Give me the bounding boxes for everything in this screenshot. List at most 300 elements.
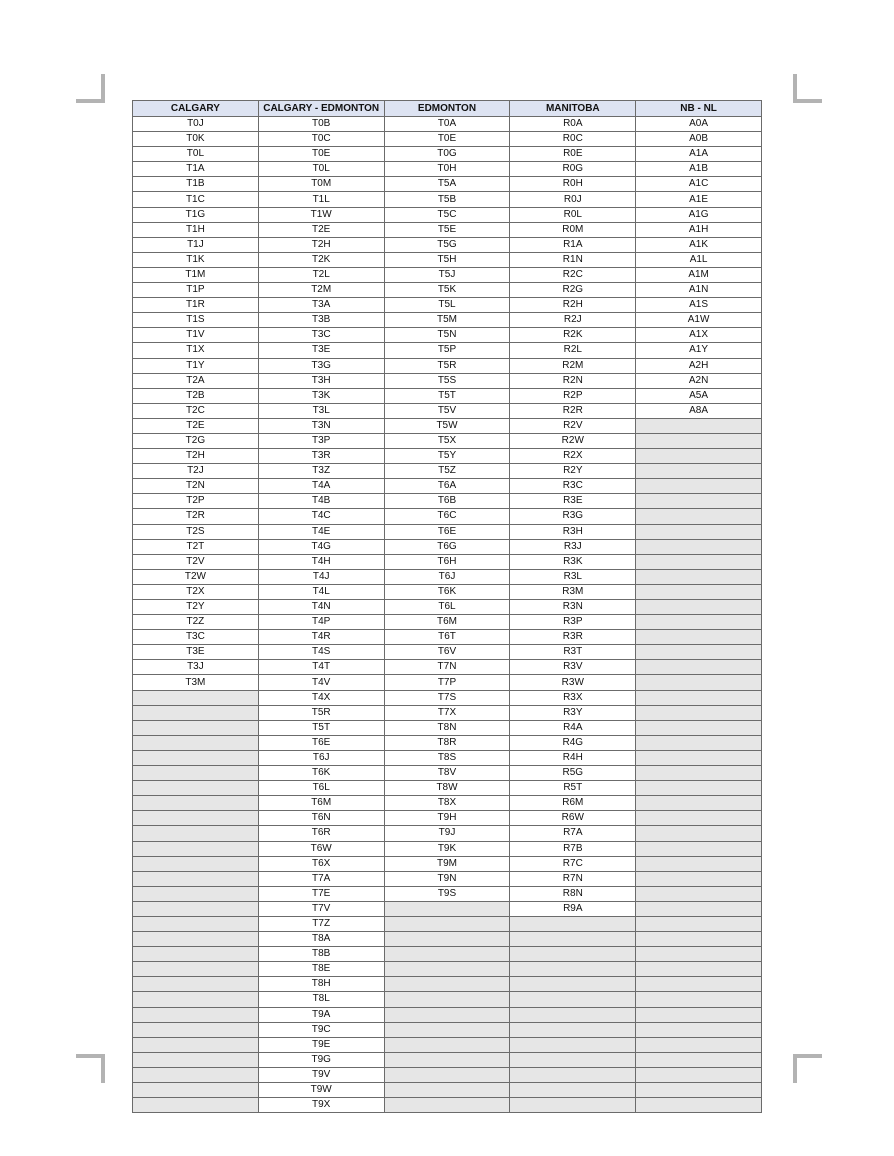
empty-cell [133,841,259,856]
empty-cell [636,1052,762,1067]
table-row [133,554,762,569]
postal-code-cell-calgary-edmonton: T4L [258,584,384,599]
postal-code-cell-calgary-edmonton: T3E [258,343,384,358]
postal-code-cell-calgary: T1K [133,252,259,267]
empty-cell [636,418,762,433]
postal-code-cell-calgary-edmonton: T6R [258,826,384,841]
postal-code-cell-edmonton: T9K [384,841,510,856]
empty-cell [133,766,259,781]
table-row [133,660,762,675]
postal-code-cell-manitoba: R4G [510,735,636,750]
table-row [133,1052,762,1067]
postal-code-cell-edmonton: T5T [384,388,510,403]
postal-code-cell-edmonton: T5G [384,237,510,252]
postal-code-cell-edmonton: T5M [384,313,510,328]
postal-code-cell-manitoba: R3G [510,509,636,524]
empty-cell [384,1067,510,1082]
empty-cell [636,494,762,509]
postal-code-cell-calgary-edmonton: T1W [258,207,384,222]
table-row [133,207,762,222]
postal-code-cell-calgary-edmonton: T3N [258,418,384,433]
postal-code-cell-calgary: T0L [133,147,259,162]
postal-code-cell-calgary-edmonton: T9V [258,1067,384,1082]
postal-code-cell-edmonton: T5P [384,343,510,358]
header-calgary-edmonton: CALGARY - EDMONTON [258,101,384,117]
postal-code-cell-calgary-edmonton: T8L [258,992,384,1007]
empty-cell [133,750,259,765]
postal-code-cell-calgary-edmonton: T4P [258,615,384,630]
table-row [133,569,762,584]
empty-cell [636,841,762,856]
postal-code-cell-edmonton: T5L [384,298,510,313]
table-row [133,886,762,901]
postal-code-cell-manitoba: R3L [510,569,636,584]
postal-code-cell-calgary-edmonton: T5T [258,720,384,735]
empty-cell [510,1083,636,1098]
postal-code-cell-edmonton: T6M [384,615,510,630]
postal-code-cell-nb-nl: A1E [636,192,762,207]
empty-cell [636,796,762,811]
postal-code-cell-edmonton: T9S [384,886,510,901]
empty-cell [636,781,762,796]
postal-code-cell-calgary-edmonton: T6L [258,781,384,796]
postal-code-cell-calgary-edmonton: T9C [258,1022,384,1037]
postal-code-cell-edmonton: T5V [384,403,510,418]
postal-code-cell-manitoba: R2L [510,343,636,358]
postal-code-cell-calgary-edmonton: T9W [258,1083,384,1098]
postal-code-cell-manitoba: R2W [510,433,636,448]
empty-cell [636,539,762,554]
empty-cell [636,569,762,584]
postal-code-cell-edmonton: T6T [384,630,510,645]
postal-code-cell-edmonton: T5A [384,177,510,192]
table-row [133,313,762,328]
table-row [133,720,762,735]
table-row [133,600,762,615]
empty-cell [636,433,762,448]
table-row [133,750,762,765]
empty-cell [384,1037,510,1052]
postal-code-cell-nb-nl: A1A [636,147,762,162]
empty-cell [510,1037,636,1052]
empty-cell [636,947,762,962]
postal-code-cell-edmonton: T5B [384,192,510,207]
table-row [133,705,762,720]
empty-cell [636,916,762,931]
table-row [133,328,762,343]
empty-cell [636,992,762,1007]
postal-code-cell-calgary-edmonton: T6M [258,796,384,811]
postal-code-cell-manitoba: R0H [510,177,636,192]
empty-cell [133,1067,259,1082]
postal-code-cell-manitoba: R3X [510,690,636,705]
postal-code-cell-calgary: T2N [133,479,259,494]
postal-code-cell-calgary-edmonton: T4E [258,524,384,539]
empty-cell [636,675,762,690]
empty-cell [510,1052,636,1067]
table-row [133,373,762,388]
postal-code-cell-calgary-edmonton: T4T [258,660,384,675]
postal-code-cell-calgary-edmonton: T8B [258,947,384,962]
empty-cell [133,977,259,992]
empty-cell [636,901,762,916]
postal-code-cell-calgary-edmonton: T4B [258,494,384,509]
postal-code-cell-calgary: T0J [133,117,259,132]
postal-code-cell-calgary: T2V [133,554,259,569]
empty-cell [636,1037,762,1052]
postal-code-cell-edmonton: T7X [384,705,510,720]
postal-code-cell-calgary-edmonton: T3K [258,388,384,403]
empty-cell [636,464,762,479]
postal-code-cell-calgary-edmonton: T5R [258,705,384,720]
empty-cell [636,826,762,841]
table-row [133,1007,762,1022]
postal-code-cell-edmonton: T6L [384,600,510,615]
empty-cell [510,977,636,992]
postal-code-cell-calgary-edmonton: T3Z [258,464,384,479]
empty-cell [133,916,259,931]
postal-code-cell-edmonton: T6A [384,479,510,494]
postal-code-cell-calgary-edmonton: T0B [258,117,384,132]
postal-code-cell-calgary: T2Y [133,600,259,615]
empty-cell [133,720,259,735]
postal-code-cell-edmonton: T6K [384,584,510,599]
empty-cell [636,449,762,464]
empty-cell [510,992,636,1007]
postal-code-cell-manitoba: R4H [510,750,636,765]
postal-code-cell-edmonton: T0H [384,162,510,177]
postal-code-cell-calgary: T1J [133,237,259,252]
postal-code-cell-manitoba: R2P [510,388,636,403]
postal-code-cell-nb-nl: A1M [636,267,762,282]
postal-code-cell-manitoba: R6W [510,811,636,826]
empty-cell [636,932,762,947]
empty-cell [133,1083,259,1098]
empty-cell [636,871,762,886]
empty-cell [636,660,762,675]
postal-code-cell-manitoba: R2G [510,283,636,298]
postal-code-cell-calgary-edmonton: T1L [258,192,384,207]
empty-cell [510,1022,636,1037]
postal-code-cell-calgary-edmonton: T0E [258,147,384,162]
empty-cell [636,645,762,660]
postal-code-cell-calgary: T1Y [133,358,259,373]
postal-code-cell-calgary-edmonton: T4R [258,630,384,645]
postal-code-cell-edmonton: T0E [384,132,510,147]
empty-cell [636,977,762,992]
postal-code-cell-calgary-edmonton: T9A [258,1007,384,1022]
postal-code-cell-nb-nl: A1N [636,283,762,298]
postal-code-cell-edmonton: T8X [384,796,510,811]
postal-code-cell-calgary-edmonton: T3L [258,403,384,418]
empty-cell [133,886,259,901]
postal-code-cell-calgary-edmonton: T3C [258,328,384,343]
table-row [133,1083,762,1098]
postal-code-cell-edmonton: T8R [384,735,510,750]
table-row [133,524,762,539]
empty-cell [133,781,259,796]
postal-code-cell-manitoba: R2J [510,313,636,328]
postal-code-cell-manitoba: R2N [510,373,636,388]
postal-code-cell-edmonton: T6H [384,554,510,569]
postal-code-cell-manitoba: R7N [510,871,636,886]
postal-code-cell-edmonton: T5C [384,207,510,222]
postal-code-cell-edmonton: T5X [384,433,510,448]
postal-code-cell-calgary-edmonton: T3R [258,449,384,464]
postal-code-cell-nb-nl: A8A [636,403,762,418]
postal-code-cell-calgary: T2E [133,418,259,433]
postal-code-cell-manitoba: R0A [510,117,636,132]
postal-code-cell-calgary: T1P [133,283,259,298]
postal-code-cell-edmonton: T5E [384,222,510,237]
table-row [133,1037,762,1052]
empty-cell [510,947,636,962]
empty-cell [510,916,636,931]
empty-cell [510,1007,636,1022]
postal-code-cell-nb-nl: A1C [636,177,762,192]
postal-code-cell-calgary-edmonton: T9E [258,1037,384,1052]
table-row [133,117,762,132]
postal-code-cell-manitoba: R2V [510,418,636,433]
postal-code-cell-edmonton: T6V [384,645,510,660]
table-row [133,479,762,494]
postal-code-cell-calgary: T0K [133,132,259,147]
postal-code-cell-nb-nl: A1X [636,328,762,343]
postal-code-cell-manitoba: R0M [510,222,636,237]
postal-code-cell-edmonton: T6J [384,569,510,584]
postal-code-cell-manitoba: R2Y [510,464,636,479]
empty-cell [636,554,762,569]
postal-code-cell-edmonton: T9N [384,871,510,886]
postal-code-cell-manitoba: R0E [510,147,636,162]
postal-code-cell-edmonton: T9H [384,811,510,826]
header-nb-nl: NB - NL [636,101,762,117]
postal-code-cell-nb-nl: A2N [636,373,762,388]
postal-code-cell-nb-nl: A1G [636,207,762,222]
postal-code-cell-calgary: T2W [133,569,259,584]
empty-cell [384,962,510,977]
crop-mark-bottom-left [76,1054,105,1083]
empty-cell [510,962,636,977]
postal-code-cell-calgary-edmonton: T3P [258,433,384,448]
table-row [133,871,762,886]
postal-code-cell-manitoba: R3E [510,494,636,509]
postal-code-cell-manitoba: R3C [510,479,636,494]
empty-cell [636,509,762,524]
table-row [133,433,762,448]
postal-code-cell-edmonton: T5Y [384,449,510,464]
table-row [133,403,762,418]
postal-code-cell-calgary-edmonton: T2M [258,283,384,298]
postal-code-cell-manitoba: R0G [510,162,636,177]
postal-code-cell-edmonton: T0A [384,117,510,132]
empty-cell [636,1022,762,1037]
postal-code-cell-manitoba: R0C [510,132,636,147]
table-row [133,630,762,645]
table-body [133,117,762,1113]
empty-cell [133,992,259,1007]
table-row [133,494,762,509]
empty-cell [636,690,762,705]
postal-code-cell-calgary-edmonton: T4A [258,479,384,494]
empty-cell [636,479,762,494]
postal-code-cell-manitoba: R2R [510,403,636,418]
postal-code-cell-manitoba: R3T [510,645,636,660]
postal-code-cell-nb-nl: A1H [636,222,762,237]
table-row [133,962,762,977]
postal-code-cell-nb-nl: A1Y [636,343,762,358]
postal-code-cell-manitoba: R6M [510,796,636,811]
empty-cell [133,705,259,720]
postal-code-cell-nb-nl: A0B [636,132,762,147]
table-header-row [133,101,762,117]
empty-cell [384,932,510,947]
table-row [133,177,762,192]
postal-code-cell-edmonton: T8V [384,766,510,781]
postal-code-cell-manitoba: R3M [510,584,636,599]
postal-code-cell-manitoba: R3H [510,524,636,539]
postal-code-cell-edmonton: T6C [384,509,510,524]
empty-cell [133,1037,259,1052]
postal-code-cell-edmonton: T7S [384,690,510,705]
postal-code-cell-calgary: T2P [133,494,259,509]
postal-code-cell-calgary: T2Z [133,615,259,630]
table-row [133,222,762,237]
postal-code-cell-calgary-edmonton: T8A [258,932,384,947]
postal-code-cell-calgary-edmonton: T7A [258,871,384,886]
postal-code-cell-manitoba: R2C [510,267,636,282]
table-row [133,796,762,811]
table-row [133,162,762,177]
postal-code-cell-calgary: T3M [133,675,259,690]
postal-code-cell-edmonton: T7P [384,675,510,690]
table-row [133,252,762,267]
empty-cell [636,720,762,735]
empty-cell [384,1098,510,1113]
empty-cell [133,932,259,947]
table-row [133,539,762,554]
empty-cell [384,1052,510,1067]
postal-code-cell-edmonton: T9M [384,856,510,871]
postal-code-cell-calgary: T2R [133,509,259,524]
postal-code-cell-calgary-edmonton: T2E [258,222,384,237]
postal-code-cell-nb-nl: A5A [636,388,762,403]
postal-code-cell-calgary-edmonton: T2K [258,252,384,267]
postal-code-cell-calgary: T3E [133,645,259,660]
postal-code-cell-calgary: T2B [133,388,259,403]
postal-code-cell-nb-nl: A1K [636,237,762,252]
postal-code-cell-manitoba: R8N [510,886,636,901]
empty-cell [133,735,259,750]
table-row [133,826,762,841]
postal-code-cell-manitoba: R4A [510,720,636,735]
empty-cell [510,932,636,947]
table-row [133,1022,762,1037]
postal-code-cell-manitoba: R7B [510,841,636,856]
postal-code-cell-manitoba: R0J [510,192,636,207]
postal-code-cell-calgary-edmonton: T6E [258,735,384,750]
postal-code-cell-manitoba: R2H [510,298,636,313]
empty-cell [133,811,259,826]
empty-cell [133,856,259,871]
postal-code-cell-calgary: T1M [133,267,259,282]
empty-cell [133,690,259,705]
postal-code-cell-edmonton: T8N [384,720,510,735]
empty-cell [636,1083,762,1098]
postal-code-cell-nb-nl: A1B [636,162,762,177]
table-row [133,1067,762,1082]
postal-code-cell-edmonton: T5R [384,358,510,373]
table-row [133,675,762,690]
postal-code-cell-calgary-edmonton: T4V [258,675,384,690]
empty-cell [636,615,762,630]
postal-code-cell-calgary-edmonton: T3G [258,358,384,373]
postal-code-cell-manitoba: R1A [510,237,636,252]
empty-cell [384,1022,510,1037]
postal-code-cell-calgary-edmonton: T2H [258,237,384,252]
empty-cell [133,1007,259,1022]
empty-cell [636,1067,762,1082]
table-row [133,916,762,931]
table-row [133,811,762,826]
postal-code-cell-edmonton: T7N [384,660,510,675]
empty-cell [636,735,762,750]
table-row [133,856,762,871]
postal-code-cell-calgary-edmonton: T7E [258,886,384,901]
postal-code-cell-calgary-edmonton: T3H [258,373,384,388]
table-row [133,509,762,524]
postal-code-cell-edmonton: T8S [384,750,510,765]
postal-code-cell-manitoba: R2M [510,358,636,373]
postal-code-cell-manitoba: R5G [510,766,636,781]
empty-cell [384,977,510,992]
table-row [133,147,762,162]
postal-code-cell-calgary: T2A [133,373,259,388]
postal-code-cell-calgary-edmonton: T8H [258,977,384,992]
postal-code-cell-calgary: T1R [133,298,259,313]
postal-code-cell-calgary-edmonton: T0C [258,132,384,147]
postal-code-cell-calgary: T1X [133,343,259,358]
empty-cell [636,600,762,615]
empty-cell [636,524,762,539]
postal-code-cell-calgary-edmonton: T9G [258,1052,384,1067]
postal-code-cell-manitoba: R3W [510,675,636,690]
table-row [133,584,762,599]
postal-code-cell-manitoba: R3N [510,600,636,615]
postal-code-cell-edmonton: T5H [384,252,510,267]
empty-cell [384,992,510,1007]
empty-cell [636,630,762,645]
empty-cell [133,796,259,811]
table-row [133,358,762,373]
postal-code-cell-edmonton: T6G [384,539,510,554]
postal-code-cell-manitoba: R0L [510,207,636,222]
postal-code-cell-manitoba: R2X [510,449,636,464]
table-row [133,237,762,252]
postal-code-cell-calgary-edmonton: T6X [258,856,384,871]
postal-code-cell-calgary: T2X [133,584,259,599]
postal-code-cell-manitoba: R7C [510,856,636,871]
header-manitoba: MANITOBA [510,101,636,117]
crop-mark-top-left [76,74,105,103]
empty-cell [133,1098,259,1113]
empty-cell [636,1007,762,1022]
postal-code-cell-calgary-edmonton: T4C [258,509,384,524]
postal-code-cell-calgary-edmonton: T6J [258,750,384,765]
crop-mark-bottom-right [793,1054,822,1083]
postal-code-cell-calgary-edmonton: T4J [258,569,384,584]
postal-code-cell-calgary-edmonton: T6W [258,841,384,856]
